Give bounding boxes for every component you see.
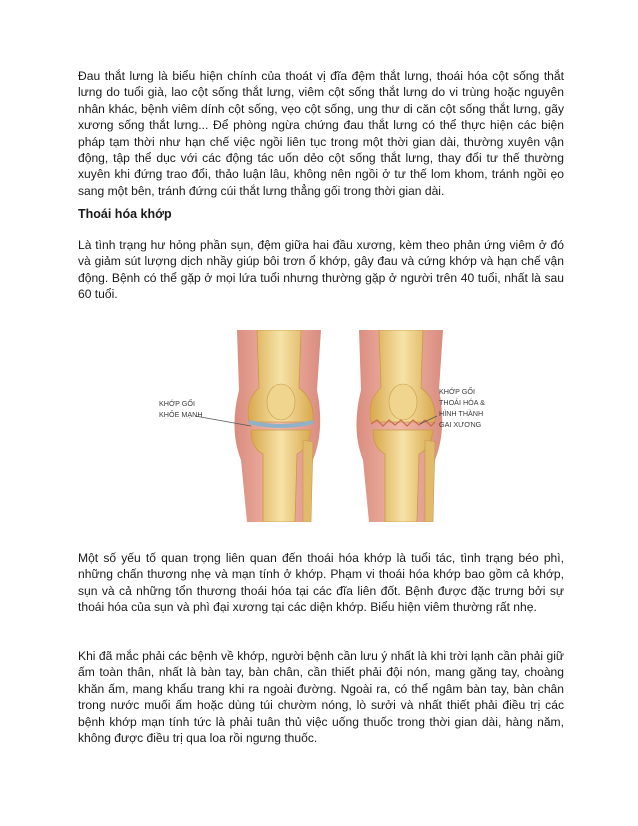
degenerated-knee-label-line-3: HÌNH THÀNH <box>439 409 484 418</box>
degenerated-knee-label-line-1: KHỚP GỐI <box>439 387 475 396</box>
paragraph-care-advice: Khi đã mắc phải các bệnh về khớp, người bệnh cần lưu ý nhất là khi trời lạnh cần phải giữ ấm toàn thân, nhất là bàn tay, bàn chân, cần thiết phải đội nón, mang găng tay, choàng khăn ấm, mang khẩu trang khi ra ngoài đường. Ngoài ra, có thể ngâm bàn tay, bàn chân trong nước muối ấm hoặc dùng túi chườm nóng, lò sưởi và nhất thiết phải điều trị các bệnh khớp mạn tính tức là phải tuân thủ việc uống thuốc trong thời gian dài, hàng năm, không được điều trị qua loa rồi ngưng thuốc. <box>78 649 564 746</box>
section-heading-osteoarthritis: Thoái hóa khớp <box>78 207 172 221</box>
knee-comparison-svg <box>145 330 493 522</box>
healthy-knee-label-line-2: KHỎE MẠNH <box>159 410 203 419</box>
healthy-knee <box>195 330 321 522</box>
paragraph-back-pain: Đau thắt lưng là biểu hiện chính của thoát vị đĩa đệm thắt lưng, thoái hóa cột sống thắt lưng do tuổi già, lao cột sống thắt lưng, viêm cột sống thắt lưng do vi trùng hoặc nguyên nhân khác, bệnh viêm dính cột sống, vẹo cột sống, ung thư di căn cột sống thắt lưng, gãy xương sống thắt lưng... Để phòng ngừa chứng đau thắt lưng có thể thực hiện các biện pháp tạm thời như hạn chế việc ngồi liên tục trong một thời gian dài, thường xuyên vận động, tập thể dục với các động tác uốn dẻo cột sống thắt lưng, thay đổi tư thế thường xuyên khi đứng trao đổi, thảo luận lâu, không nên ngồi ở tư thế lom khom, tránh ngồi ẹo sang một bên, tránh đứng cúi thắt lưng thẳng gối trong thời gian dài. <box>78 69 564 198</box>
paragraph-osteoarthritis-definition: Là tình trạng hư hỏng phần sụn, đệm giữa hai đầu xương, kèm theo phản ứng viêm ở đó và giảm sút lượng dịch nhầy giúp bôi trơn ổ khớp, gây đau và cứng khớp và hạn chế vận động. Bệnh có thể gặp ở mọi lứa tuổi nhưng thường gặp ở người trên 40 tuổi, nhất là sau 60 tuổi. <box>78 238 564 302</box>
paragraph-risk-factors: Một số yếu tố quan trọng liên quan đến thoái hóa khớp là tuổi tác, tình trạng béo phì, những chấn thương nhẹ và mạn tính ở khớp. Phạm vi thoái hóa khớp bao gồm cả khớp, sụn và cả những tổn thương thoái hóa tại các đĩa liên đốt. Bệnh được đặc trưng bởi sự thoái hóa của sụn và phì đại xương tại các diện khớp. Biểu hiện viêm thường rất nhẹ. <box>78 551 564 615</box>
degenerated-knee <box>356 330 443 522</box>
degenerated-knee-label-line-2: THOÁI HÓA & <box>439 398 485 407</box>
knee-joint-illustration <box>145 330 493 522</box>
healthy-knee-label-line-1: KHỚP GỐI <box>159 399 195 408</box>
degenerated-knee-label-line-4: GAI XƯƠNG <box>439 420 482 429</box>
